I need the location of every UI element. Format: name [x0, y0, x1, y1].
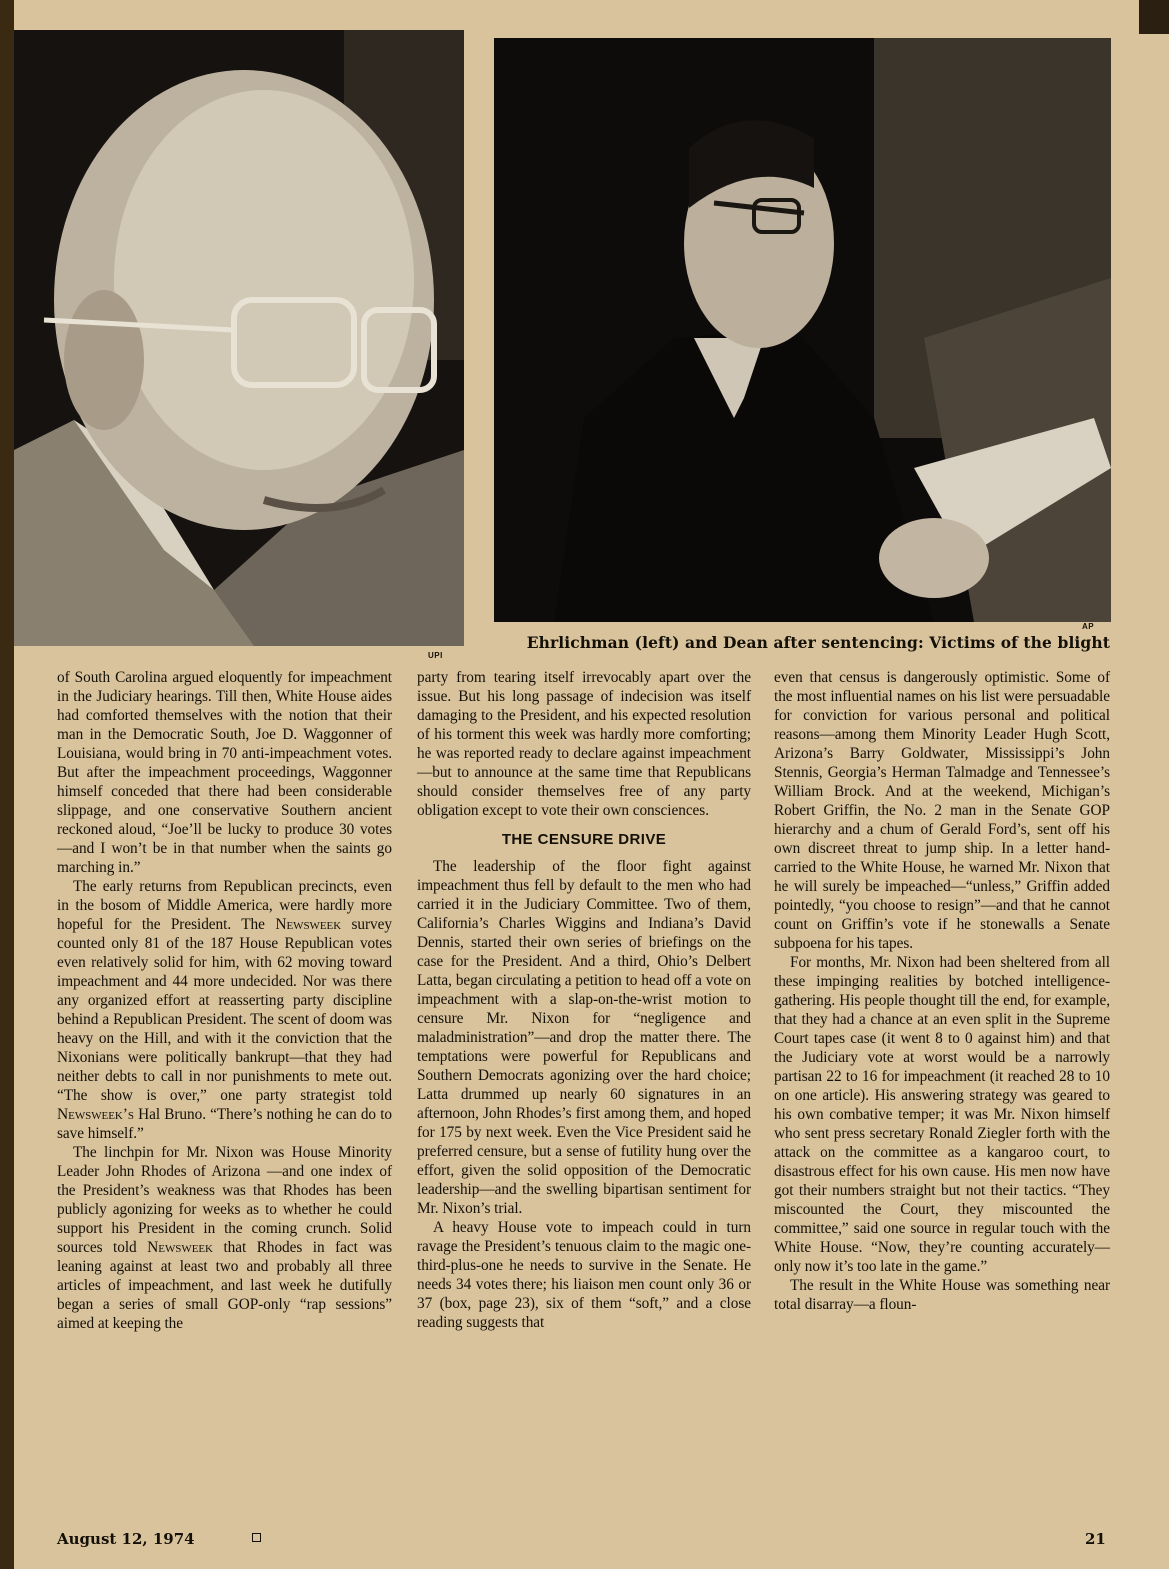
- article-column-1: [57, 668, 392, 1333]
- publication-name: Newsweek: [275, 916, 342, 933]
- page-binding-edge: [0, 0, 14, 1569]
- end-mark-icon: [252, 1533, 261, 1542]
- paragraph: For months, Mr. Nixon had been sheltered from all these impinging realities by botched intelligence-gathering. His people thought till the end, for example, that they had a chance at an even split in the Supreme Court tapes case (it went 8 to 0 against him) and that the Judiciary vote at worst would be a narrowly partisan 22 to 16 for impeachment (it reached 28 to 10 on one article). His answering strategy was geared to his own combative temper; it was Mr. Nixon himself who sent press secretary Ronald Ziegler forth with the attack on the committee as a kangaroo court, to disastrous effect for his own cause. His men now have got their numbers straight but not their tactics. “They miscounted the Court, they miscounted the committee,” said one source in regular touch with the White House. “Now, they’re counting accurately—only now it’s too late in the game.”: [774, 954, 1110, 1275]
- issue-date: August 12, 1974: [57, 1530, 195, 1548]
- paragraph: The linchpin for Mr. Nixon was House Minority Leader John Rhodes of Arizona —and one index of the President’s weakness was that Rhodes has been publicly agonizing for weeks as to whether he could support his President in the coming crunch. Solid sources told Newsweek that Rhodes in fact was leaning against at least two and probably all three articles of impeachment, and last week he dutifully began a series of small GOP-only “rap sessions” aimed at keeping the: [57, 1144, 392, 1332]
- paragraph: party from tearing itself irrevocably apart over the issue. But his long passage of indecision was itself damaging to the President, and his expected resolution of his torment this week was hardly more comforting; he was reported ready to declare against impeachment—but to announce at the same time that Republicans should consider themselves free of any party obligation except to vote their own consciences.: [417, 669, 751, 819]
- photo-ehrlichman: [14, 30, 464, 646]
- photo-credit-ap: AP: [1082, 622, 1095, 631]
- paragraph: even that census is dangerously optimistic. Some of the most influential names on his list were persuadable for conviction for various personal and political reasons—among them Minority Leader Hugh Scott, Arizona’s Barry Goldwater, Mississippi’s John Stennis, Georgia’s Herman Talmadge and Tennessee’s William Brock. And at the weekend, Michigan’s Robert Griffin, the No. 2 man in the Senate GOP hierarchy and a chum of Gerald Ford’s, sent off his own discreet threat to jump ship. In a letter hand-carried to the White House, he warned Mr. Nixon that he will surely be impeached—“unless,” Griffin added pointedly, “you choose to resign”—and that he cannot count on Griffin’s vote if he stonewalls a Senate subpoena for his tapes.: [774, 669, 1110, 952]
- photo-caption: Ehrlichman (left) and Dean after sentencing: Victims of the blight: [526, 633, 1110, 652]
- page-corner-shadow: [1139, 0, 1169, 34]
- paragraph: The early returns from Republican precincts, even in the bosom of Middle America, were hardly more hopeful for the President. The Newsweek survey counted only 81 of the 187 House Republican votes even relatively solid for him, with 62 moving toward impeachment and 44 more undecided. Nor was there any organized effort at reasserting party discipline behind a Republican President. The scent of doom was heavy on the Hill, and with it the conviction that the Nixonians were politically bankrupt—that they had neither debts to call in nor punishments to mete out. “The show is over,” one party strategist told Newsweek’s Hal Bruno. “There’s nothing he can do to save himself.”: [57, 878, 392, 1142]
- paragraph: The leadership of the floor fight against impeachment thus fell by default to the men who had carried it in the Judiciary Committee. Two of them, California’s Charles Wiggins and Indiana’s David Dennis, started their own series of briefings on the case for the President. And a third, Ohio’s Delbert Latta, began circulating a petition to head off a vote on impeachment with a slap-on-the-wrist motion to censure Mr. Nixon for “negligence and maladministration”—and drop the matter there. The temptations were powerful for Republicans and Southern Democrats agonizing over the hard choice; Latta drummed up nearly 60 signatures in an afternoon, John Rhodes’s first among them, and hoped for 175 by next week. Even the Vice President said he preferred censure, but a sense of futility hung over the effort, given the solid opposition of the Democratic leadership—and the swelling bipartisan sentiment for Mr. Nixon’s trial.: [417, 858, 751, 1217]
- paragraph: of South Carolina argued eloquently for impeachment in the Judiciary hearings. Till then, White House aides had comforted themselves with the notion that their man in the Democratic South, Joe D. Waggonner of Louisiana, would bring in 70 anti-impeachment votes. But after the impeachment proceedings, Waggonner himself conceded that there had been considerable slippage, and one conservative Southern ancient reckoned aloud, “Joe’ll be lucky to produce 30 votes—and I won’t be in that number when the saints go marching in.”: [57, 669, 392, 876]
- page-number: 21: [1085, 1530, 1106, 1548]
- article-column-3: [774, 668, 1110, 1314]
- section-subhead: THE CENSURE DRIVE: [501, 831, 667, 848]
- photo-dean: [494, 38, 1111, 622]
- photo-credit-upi: UPI: [428, 651, 443, 660]
- article-column-2: [417, 668, 751, 1332]
- publication-name: Newsweek’s: [57, 1106, 134, 1123]
- paragraph: A heavy House vote to impeach could in turn ravage the President’s tenuous claim to the magic one-third-plus-one he needs to survive in the Senate. He needs 34 votes there; his liaison men count only 36 or 37 (box, page 23), six of them “soft,” and a close reading suggests that: [417, 1219, 751, 1331]
- paragraph: The result in the White House was something near total disarray—a floun-: [774, 1277, 1110, 1313]
- publication-name: Newsweek: [147, 1239, 213, 1256]
